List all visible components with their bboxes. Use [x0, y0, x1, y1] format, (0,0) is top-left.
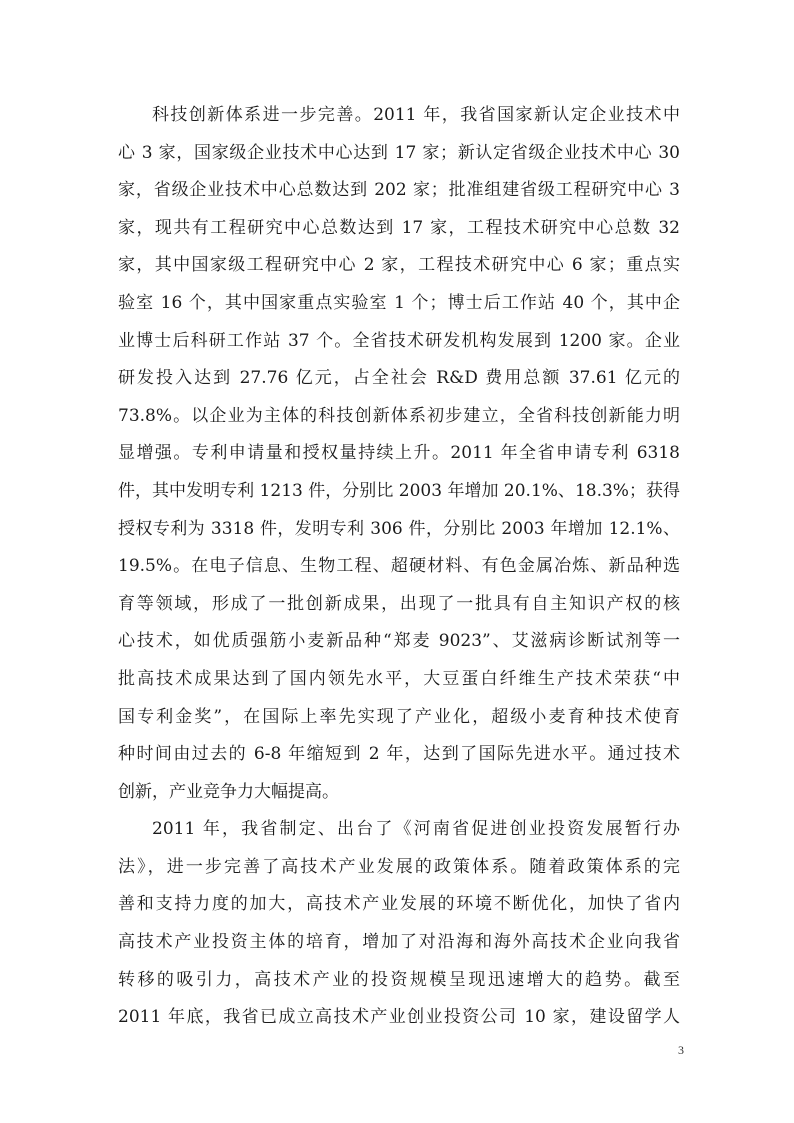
text-line: 高技术产业投资主体的培育，增加了对沿海和海外高技术企业向我省	[118, 932, 680, 953]
text-line: 批高技术成果达到了国内领先水平，大豆蛋白纤维生产技术荣获“中	[118, 668, 680, 689]
text-line: 显增强。专利申请量和授权量持续上升。2011 年全省申请专利 6318	[118, 443, 680, 464]
text-line: 创新，产业竞争力大幅提高。	[118, 781, 339, 802]
text-line: 国专利金奖”，在国际上率先实现了产业化，超级小麦育种技术使育	[118, 706, 680, 727]
page-number: 3	[678, 1043, 684, 1057]
text-line: 家，其中国家级工程研究中心 2 家，工程技术研究中心 6 家；重点实	[118, 255, 680, 276]
text-line: 心 3 家，国家级企业技术中心达到 17 家；新认定省级企业技术中心 30	[118, 142, 680, 163]
text-line: 73.8%。以企业为主体的科技创新体系初步建立，全省科技创新能力明	[118, 405, 680, 426]
text-line: 育等领域，形成了一批创新成果，出现了一批具有自主知识产权的核	[118, 593, 680, 614]
text-line: 种时间由过去的 6-8 年缩短到 2 年，达到了国际先进水平。通过技术	[118, 744, 680, 765]
text-line: 19.5%。在电子信息、生物工程、超硬材料、有色金属冶炼、新品种选	[118, 556, 680, 577]
text-line: 科技创新体系进一步完善。2011 年，我省国家新认定企业技术中	[152, 105, 680, 125]
text-line: 件，其中发明专利 1213 件，分别比 2003 年增加 20.1%、18.3%；获得	[118, 480, 680, 501]
text-line: 2011 年，我省制定、出台了《河南省促进创业投资发展暂行办	[152, 819, 680, 840]
document-body	[118, 97, 680, 1037]
text-line: 转移的吸引力，高技术产业的投资规模呈现迅速增大的趋势。截至	[118, 969, 680, 990]
text-line: 授权专利为 3318 件，发明专利 306 件，分别比 2003 年增加 12.1%、	[118, 518, 680, 539]
text-line: 验室 16 个，其中国家重点实验室 1 个；博士后工作站 40 个，其中企	[118, 292, 680, 313]
text-line: 家，省级企业技术中心总数达到 202 家；批准组建省级工程研究中心 3	[118, 180, 680, 201]
text-line: 家，现共有工程研究中心总数达到 17 家，工程技术研究中心总数 32	[118, 217, 680, 238]
text-line: 研发投入达到 27.76 亿元，占全社会 R&D 费用总额 37.61 亿元的	[118, 368, 680, 389]
text-line: 2011 年底，我省已成立高技术产业创业投资公司 10 家，建设留学人	[118, 1007, 680, 1028]
text-line: 法》，进一步完善了高技术产业发展的政策体系。随着政策体系的完	[118, 856, 680, 877]
text-line: 业博士后科研工作站 37 个。全省技术研发机构发展到 1200 家。企业	[118, 330, 680, 351]
text-line: 心技术，如优质强筋小麦新品种“郑麦 9023”、艾滋病诊断试剂等一	[118, 631, 680, 652]
text-line: 善和支持力度的加大，高技术产业发展的环境不断优化，加快了省内	[118, 894, 680, 915]
